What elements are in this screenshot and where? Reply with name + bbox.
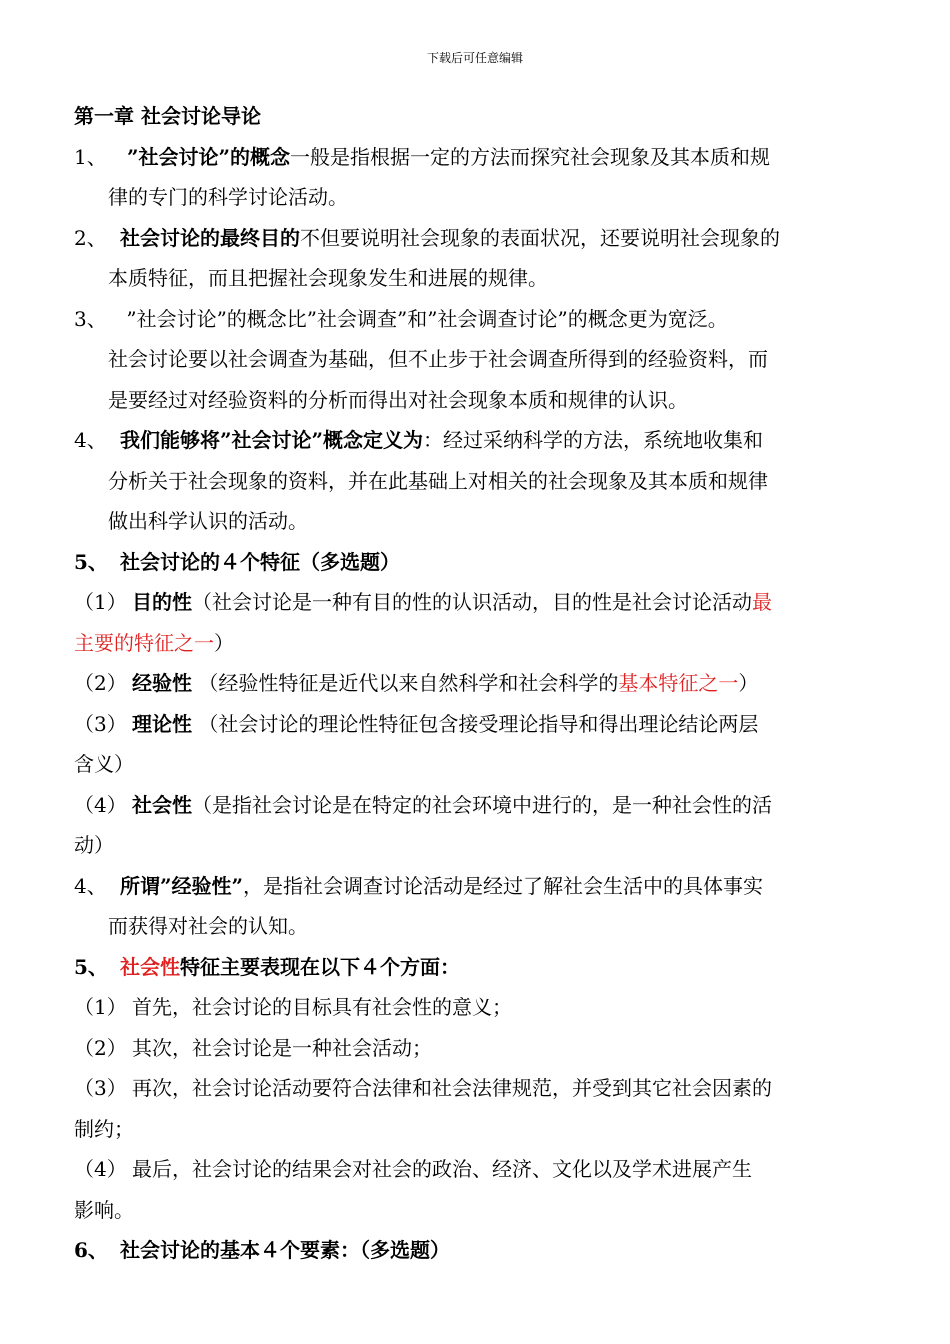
paragraph-5-heading — [74, 542, 894, 583]
term-purposive: 目的性 — [132, 590, 192, 614]
feature-2 — [74, 663, 894, 704]
paragraph-4-cont: 做出科学认识的活动。 — [108, 509, 308, 533]
highlight-text: 主要的特征之一 — [74, 630, 214, 655]
paragraph-2-cont: 本质特征，而且把握社会现象发生和进展的规律。 — [108, 266, 548, 290]
item-number: 4、 — [74, 428, 107, 452]
sub-item-label: （1） — [74, 995, 127, 1019]
paragraph-3-cont: 社会讨论要以社会调查为基础，但不止步于社会调查所得到的经验资料，而 — [108, 347, 768, 371]
term-empirical: 经验性 — [132, 671, 192, 695]
feature-3 — [74, 704, 894, 745]
paragraph-6 — [74, 866, 894, 907]
sub-item-label: （3） — [74, 1076, 127, 1100]
feature-text: ） — [738, 671, 759, 695]
term-theoretical: 理论性 — [132, 711, 192, 736]
item-number: 5、 — [74, 954, 108, 979]
term-ultimate-goal: 社会讨论的最终目的 — [120, 225, 300, 250]
item-number: 3、 — [74, 306, 107, 331]
aspect-text: 最后，社会讨论的结果会对社会的政治、经济、文化以及学术进展产生 — [132, 1157, 752, 1181]
sub-item-label: （1） — [74, 590, 127, 614]
aspect-text: 其次，社会讨论是一种社会活动； — [132, 1035, 432, 1060]
aspect-text: 再次，社会讨论活动要符合法律和社会法律规范，并受到其它社会因素的 — [132, 1076, 772, 1100]
paragraph-8-heading — [74, 1230, 894, 1271]
aspect-3-cont: 制约； — [74, 1116, 134, 1141]
sub-item-label: （2） — [74, 1035, 127, 1060]
item-number: 4、 — [74, 873, 107, 898]
highlight-text: 基本特征之一 — [618, 671, 739, 695]
item-number: 1、 — [74, 144, 107, 169]
sub-item-label: （4） — [74, 792, 127, 817]
feature-1-cont — [74, 623, 894, 664]
feature-text: （经验性特征是近代以来自然科学和社会科学的 — [192, 671, 619, 695]
sub-item-label: （3） — [74, 711, 127, 736]
feature-4 — [74, 785, 894, 826]
paragraph-text: ”社会讨论”的概念比”社会调查”和”社会调查讨论”的概念更为宽泛。 — [120, 306, 728, 331]
chapter-title: 第一章 社会讨论导论 — [74, 104, 261, 128]
term-definition: 我们能够将”社会讨论”概念定义为 — [120, 428, 424, 452]
aspect-2 — [74, 1028, 894, 1069]
paragraph-3 — [74, 299, 894, 340]
feature-text: （是指社会讨论是在特定的社会环境中进行的，是一种社会性的活 — [192, 792, 772, 817]
term-so-called-empirical: 所谓”经验性” — [120, 873, 244, 898]
item-number: 2、 — [74, 225, 107, 250]
sub-item-label: （4） — [74, 1157, 127, 1181]
heading-text: 社会讨论的４个特征（多选题） — [120, 549, 400, 574]
item-number: 5、 — [74, 549, 108, 574]
aspect-4 — [74, 1149, 894, 1190]
feature-1 — [74, 582, 894, 623]
page-header-note: 下载后可任意编辑 — [426, 51, 523, 65]
highlight-text: 最 — [752, 590, 772, 614]
paragraph-1-cont: 律的专门的科学讨论活动。 — [108, 185, 348, 209]
paragraph-4 — [74, 420, 894, 461]
paragraph-text: 不但要说明社会现象的表面状况，还要说明社会现象的 — [300, 225, 780, 250]
paragraph-4-cont: 分析关于社会现象的资料，并在此基础上对相关的社会现象及其本质和规律 — [108, 468, 768, 493]
aspect-1 — [74, 987, 894, 1028]
aspect-text: 首先，社会讨论的目标具有社会性的意义； — [132, 995, 512, 1019]
paragraph-text: ，是指社会调查讨论活动是经过了解社会生活中的具体事实 — [243, 873, 764, 898]
paragraph-2 — [74, 218, 894, 259]
heading-text: 社会讨论的基本４个要素：（多选题） — [120, 1238, 450, 1262]
aspect-3 — [74, 1068, 894, 1109]
aspect-4-cont: 影响。 — [74, 1197, 134, 1222]
feature-text: ） — [214, 630, 234, 655]
feature-3-cont: 含义） — [74, 752, 134, 776]
feature-text: （社会讨论是一种有目的性的认识活动，目的性是社会讨论活动 — [192, 590, 752, 614]
paragraph-3-cont: 是要经过对经验资料的分析而得出对社会现象本质和规律的认识。 — [108, 387, 688, 412]
heading-text: 特征主要表现在以下４个方面： — [180, 954, 460, 979]
paragraph-text: 一般是指根据一定的方法而探究社会现象及其本质和规 — [289, 144, 770, 169]
term-concept: ”社会讨论”的概念 — [120, 144, 290, 169]
document-body — [74, 96, 894, 1271]
paragraph-text: ：经过采纳科学的方法，系统地收集和 — [423, 428, 764, 452]
paragraph-1 — [74, 137, 894, 178]
highlight-text: 社会性 — [120, 954, 180, 979]
feature-4-cont: 动） — [74, 833, 114, 857]
paragraph-6-cont: 而获得对社会的认知。 — [108, 914, 308, 938]
item-number: 6、 — [74, 1238, 108, 1262]
sub-item-label: （2） — [74, 671, 127, 695]
paragraph-7-heading — [74, 947, 894, 988]
term-social: 社会性 — [132, 792, 192, 817]
feature-text: （社会讨论的理论性特征包含接受理论指导和得出理论结论两层 — [192, 711, 759, 736]
